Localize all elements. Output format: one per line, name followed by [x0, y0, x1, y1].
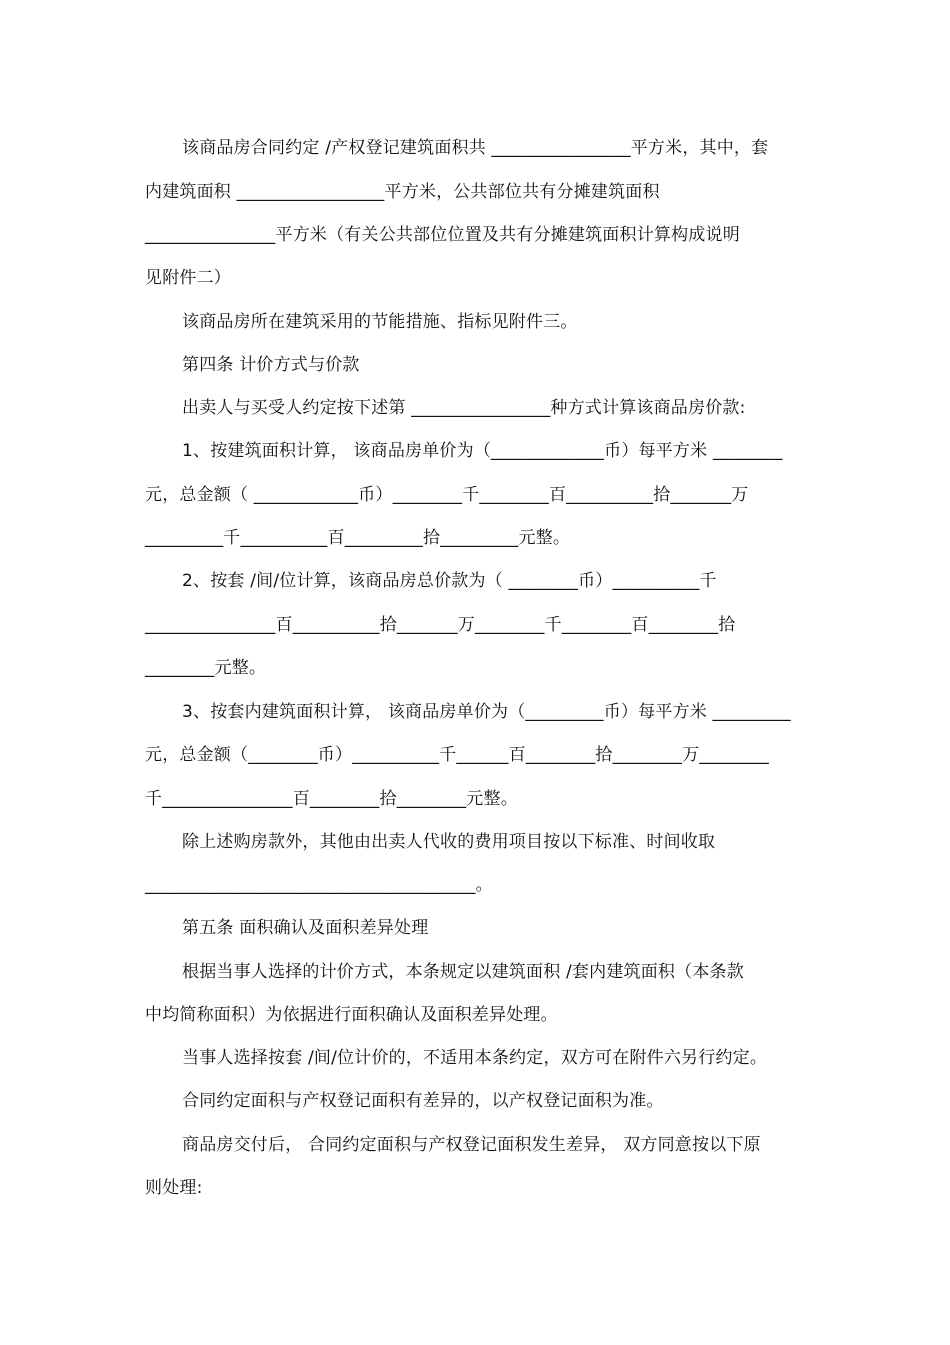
- text-line-registered-area: 合同约定面积与产权登记面积有差异的，以产权登记面积为准。: [182, 1091, 664, 1111]
- text-line-area-basis-cont: 中均简称面积）为依据进行面积确认及面积差异处理。: [145, 1005, 558, 1025]
- text-line-other-fees: 除上述购房款外，其他由出卖人代收的费用项目按以下标准、时间收取: [182, 832, 716, 852]
- text-line-energy-saving: 该商品房所在建筑采用的节能措施、指标见附件三。: [182, 312, 578, 332]
- text-line-area-agreed: 该商品房合同约定 /产权登记建筑面积共 ________________平方米，其中，套: [182, 138, 769, 158]
- text-line-option-2-total: 2、按套 /间/位计算，该商品房总价款为（ ________币）__________千: [182, 571, 717, 591]
- text-line-area-basis: 根据当事人选择的计价方式，本条规定以建筑面积 /套内建筑面积（本条款: [182, 962, 744, 982]
- text-line-shared-area: _______________平方米（有关公共部位位置及共有分摊建筑面积计算构成说明: [145, 225, 740, 245]
- article-four-heading: 第四条 计价方式与价款: [182, 355, 360, 375]
- text-line-after-delivery: 商品房交付后， 合同约定面积与产权登记面积发生差异， 双方同意按以下原: [182, 1135, 761, 1155]
- text-line-inner-area: 内建筑面积 _________________平方米，公共部位共有分摊建筑面积: [145, 182, 660, 202]
- text-line-see-appendix-two: 见附件二）: [145, 268, 231, 288]
- text-line-option-1-total: 元，总金额（ ____________币）________千________百__________拾_______万: [145, 485, 749, 505]
- text-line-option-3-total: 元，总金额（________币）__________千______百________拾________万________: [145, 745, 769, 765]
- text-line-option-3-end: 千_______________百________拾________元整。: [145, 789, 518, 809]
- text-line-pricing-method: 出卖人与买受人约定按下述第 ________________种方式计算该商品房价款:: [182, 398, 746, 418]
- text-line-other-fees-blank: ______________________________________。: [145, 875, 493, 895]
- text-line-option-3-unit-price: 3、按套内建筑面积计算， 该商品房单价为（_________币）每平方米 _________: [182, 702, 791, 722]
- text-line-option-1-total-cont: _________千__________百_________拾_________元整。: [145, 528, 571, 548]
- text-line-principles: 则处理:: [145, 1178, 203, 1198]
- article-five-heading: 第五条 面积确认及面积差异处理: [182, 918, 429, 938]
- text-line-option-2-total-cont: _______________百__________拾_______万________千________百________拾: [145, 615, 736, 635]
- text-line-option-2-end: ________元整。: [145, 658, 267, 678]
- text-line-not-applicable: 当事人选择按套 /间/位计价的，不适用本条约定，双方可在附件六另行约定。: [182, 1048, 768, 1068]
- text-line-option-1-unit-price: 1、按建筑面积计算， 该商品房单价为（_____________币）每平方米 ________: [182, 441, 783, 461]
